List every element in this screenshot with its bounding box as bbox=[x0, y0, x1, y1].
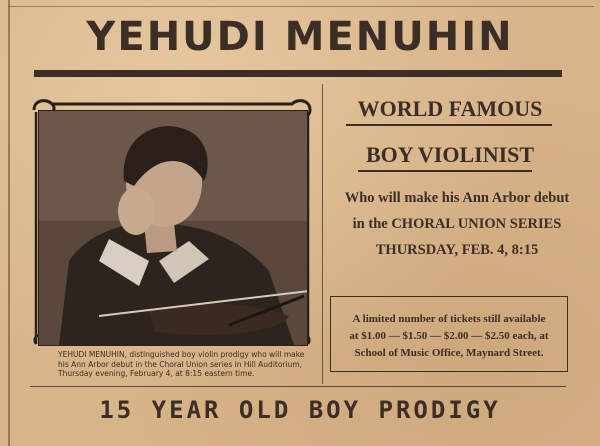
photo-caption: YEHUDI MENUHIN, distinguished boy violin prodigy who will make his Ann Arbor debut in the Choral Union series in Hill Auditorium, Thursday evening, February 4, at 8:15 eastern time. bbox=[58, 350, 305, 378]
title-line-1: WORLD FAMOUS bbox=[357, 96, 543, 121]
ticket-line-2: at $1.00 — $1.50 — $2.00 — $2.50 each, at bbox=[349, 330, 549, 342]
footer-banner: 15 YEAR OLD BOY PRODIGY bbox=[99, 396, 501, 424]
portrait-photo bbox=[38, 110, 308, 346]
title-underline-2 bbox=[358, 170, 532, 172]
headline-rule bbox=[34, 70, 562, 77]
title-line-2: BOY VIOLINIST bbox=[365, 142, 535, 167]
violinist-portrait-icon bbox=[39, 111, 307, 345]
date-line: THURSDAY, FEB. 4, 8:15 bbox=[375, 242, 539, 258]
photo-frame bbox=[32, 98, 312, 348]
ticket-line-3: School of Music Office, Maynard Street. bbox=[354, 347, 544, 359]
title-underline-1 bbox=[346, 124, 552, 126]
page-edge-rule bbox=[8, 0, 10, 446]
footer-rule bbox=[30, 386, 566, 387]
debut-line: Who will make his Ann Arbor debut bbox=[344, 190, 570, 206]
series-line: in the CHORAL UNION SERIES bbox=[352, 216, 562, 232]
column-divider bbox=[322, 84, 323, 384]
ticket-notice-box bbox=[330, 296, 568, 372]
ticket-line-1: A limited number of tickets still available bbox=[352, 313, 546, 325]
headline: YEHUDI MENUHIN bbox=[86, 14, 514, 60]
page-top-rule bbox=[8, 6, 594, 7]
